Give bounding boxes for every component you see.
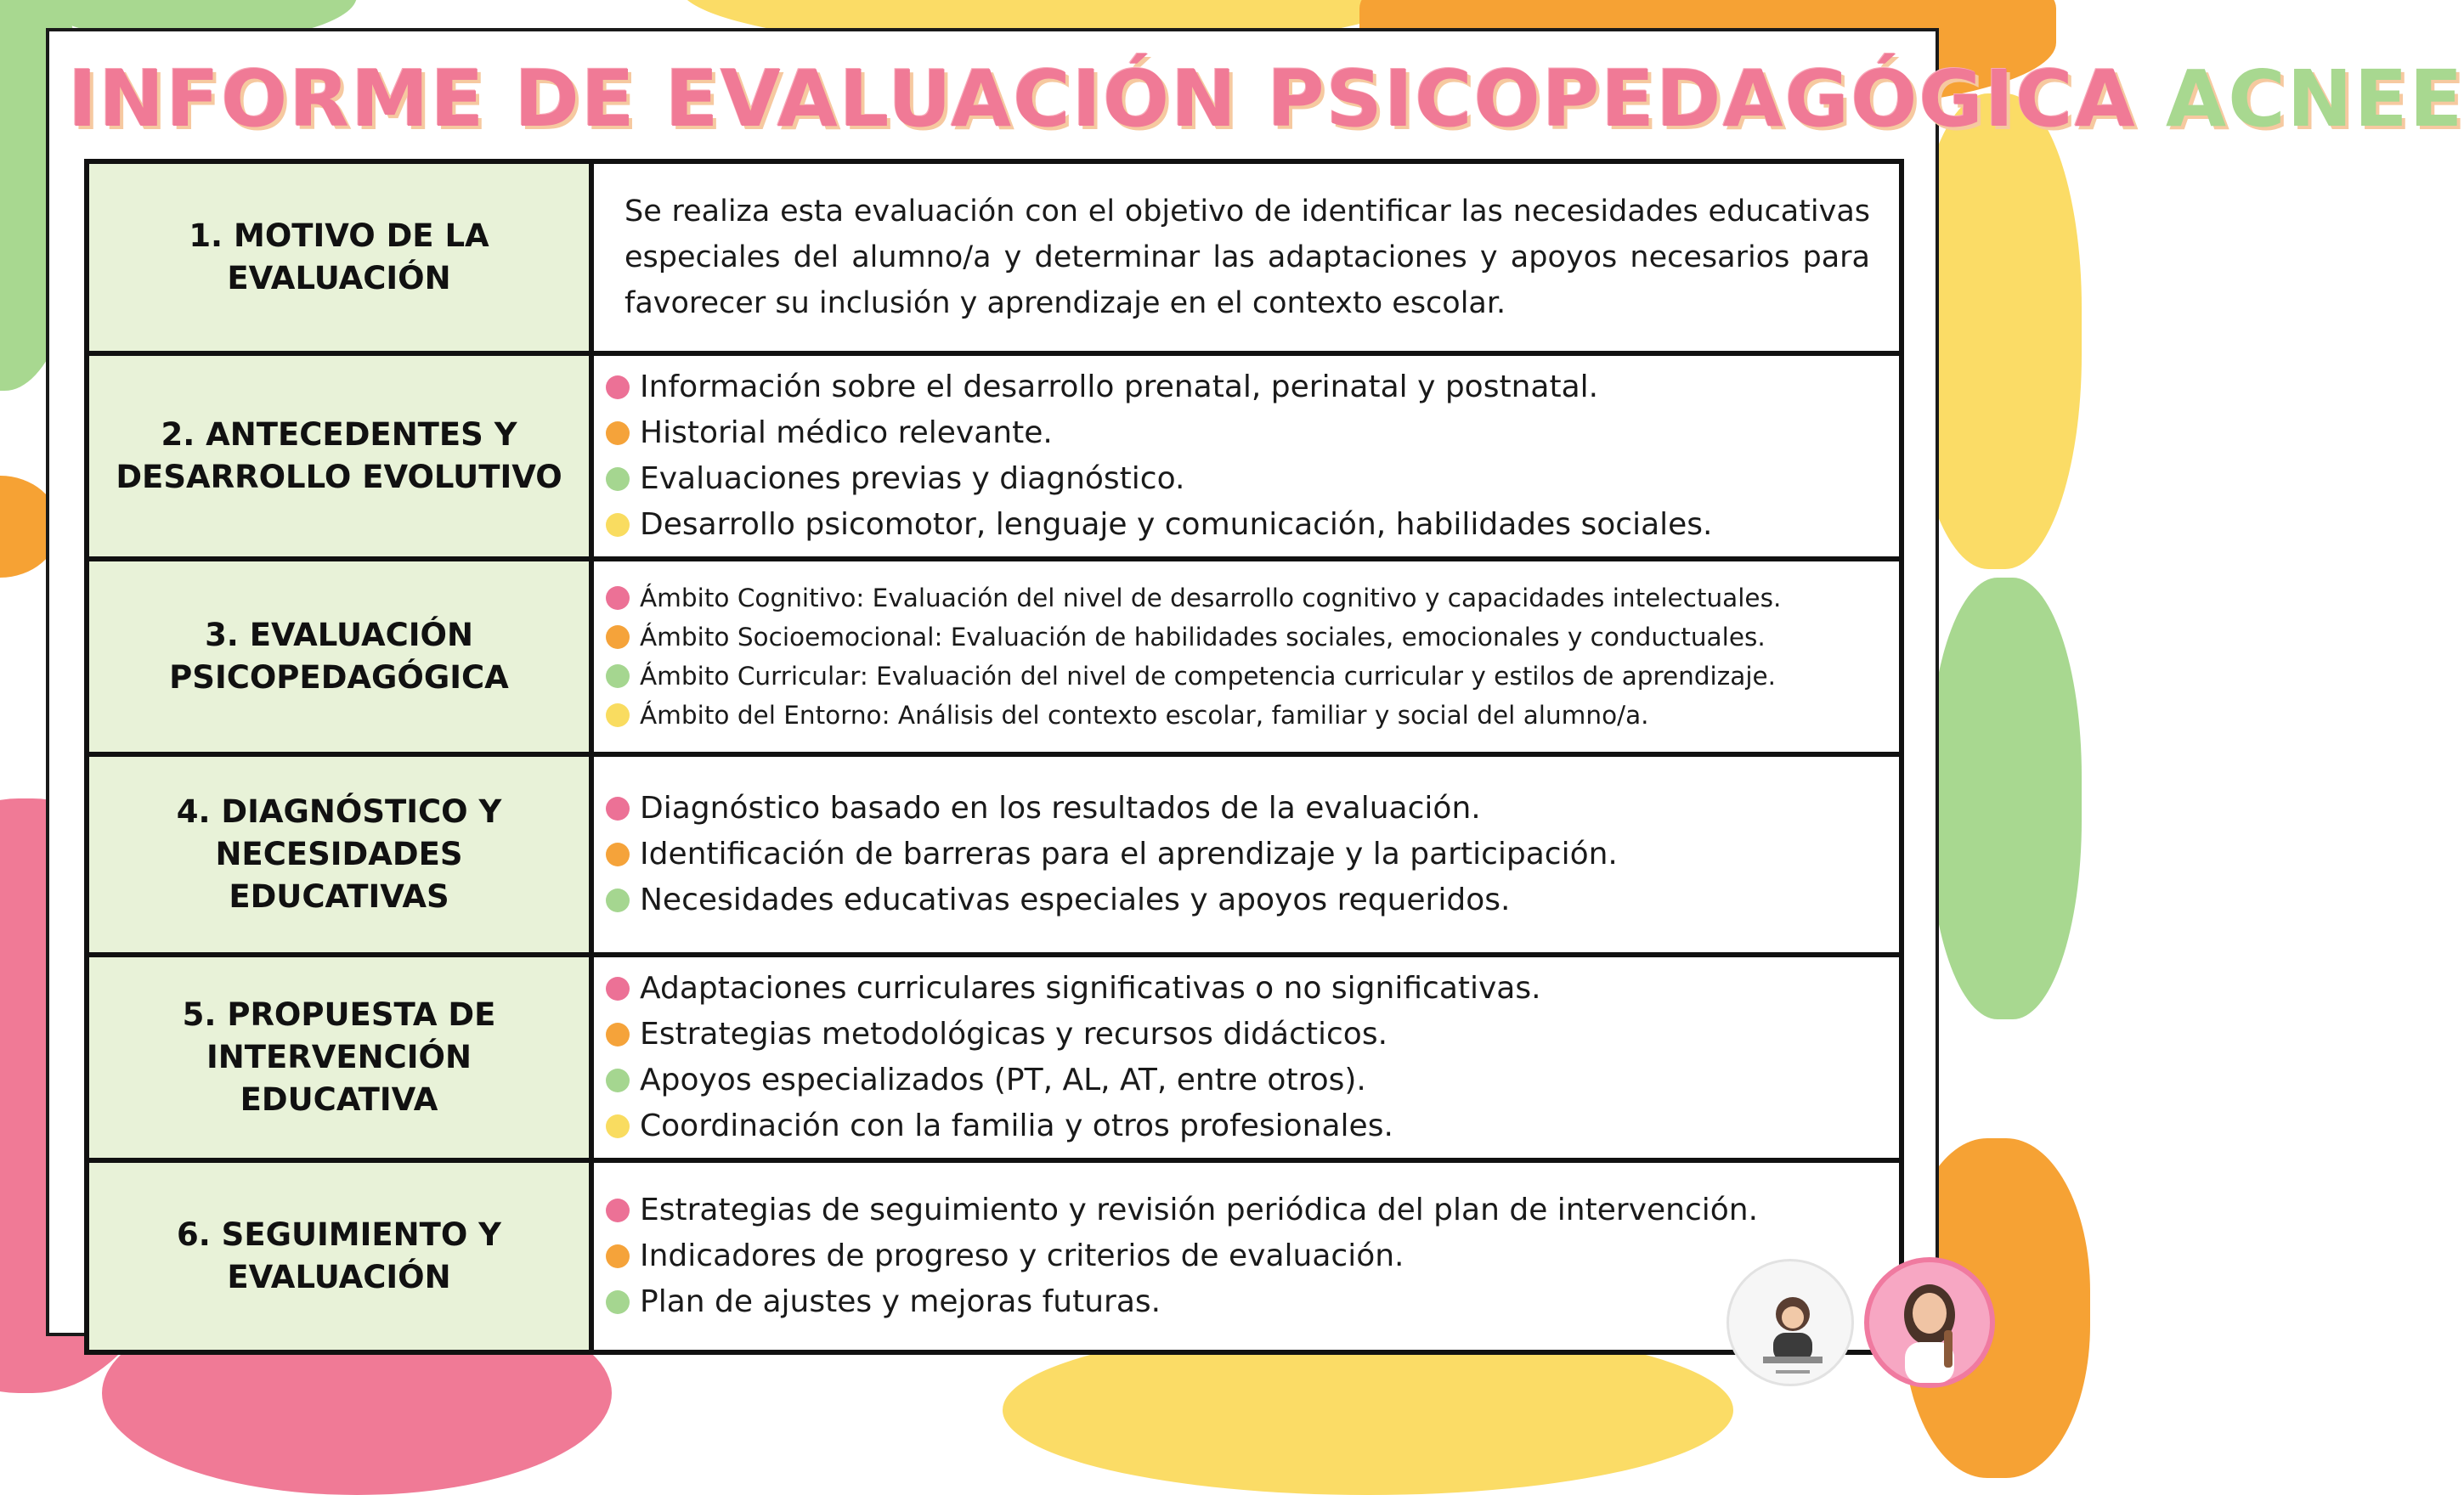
bullet-list — [606, 786, 1870, 923]
table-row-evaluacion — [87, 559, 1902, 754]
section-label: 6. SEGUIMIENTO Y EVALUACIÓN — [87, 1160, 591, 1352]
list-item: Diagnóstico basado en los resultados de la evaluación. — [606, 786, 1870, 832]
section-content — [591, 955, 1902, 1160]
list-item: Ámbito Socioemocional: Evaluación de habilidades sociales, emocionales y conductuales. — [606, 618, 1870, 657]
table-row-antecedentes — [87, 353, 1902, 559]
list-item: Estrategias de seguimiento y revisión periódica del plan de intervención. — [606, 1188, 1870, 1233]
list-item: Ámbito del Entorno: Análisis del contexto escolar, familiar y social del alumno/a. — [606, 696, 1870, 735]
pink-dot-icon — [606, 375, 630, 399]
orange-dot-icon — [606, 1244, 630, 1268]
creator-logo-photo — [1864, 1257, 1995, 1388]
list-item: Plan de ajustes y mejoras futuras. — [606, 1279, 1870, 1325]
section-paragraph: Se realiza esta evaluación con el objetivo de identificar las necesidades educativas especiales del alumno/a y determinar las adaptaciones y apoyos necesarios para favorecer su inclusión y aprendizaje en el contexto escolar. — [624, 195, 1870, 320]
table-row-diagnostico — [87, 754, 1902, 955]
title-main: INFORME DE EVALUACIÓN PSICOPEDAGÓGICA — [68, 54, 2137, 144]
yellow-dot-icon — [606, 1114, 630, 1138]
green-dot-icon — [606, 889, 630, 912]
bullet-list — [606, 1188, 1870, 1325]
profile-photo-icon — [1869, 1262, 1990, 1383]
list-item: Adaptaciones curriculares significativas o no significativas. — [606, 966, 1870, 1012]
list-item: Historial médico relevante. — [606, 410, 1870, 456]
list-item: Estrategias metodológicas y recursos didácticos. — [606, 1012, 1870, 1058]
section-label: 4. DIAGNÓSTICO Y NECESIDADES EDUCATIVAS — [87, 754, 591, 955]
table-row-motivo — [87, 161, 1902, 353]
section-content — [591, 754, 1902, 955]
section-content — [591, 559, 1902, 754]
orange-dot-icon — [606, 625, 630, 649]
bullet-list — [606, 966, 1870, 1149]
green-dot-icon — [606, 467, 630, 491]
list-item: Indicadores de progreso y criterios de evaluación. — [606, 1233, 1870, 1279]
section-label: 2. ANTECEDENTES Y DESARROLLO EVOLUTIVO — [87, 353, 591, 559]
report-table — [84, 159, 1904, 1355]
list-item: Identificación de barreras para el aprendizaje y la participación. — [606, 832, 1870, 877]
decor-blob-green-right — [1929, 578, 2082, 1019]
list-item: Evaluaciones previas y diagnóstico. — [606, 456, 1870, 502]
green-dot-icon — [606, 1069, 630, 1092]
list-item: Ámbito Curricular: Evaluación del nivel de competencia curricular y estilos de aprendizaje. — [606, 657, 1870, 696]
list-item: Información sobre el desarrollo prenatal, perinatal y postnatal. — [606, 364, 1870, 410]
section-label: 3. EVALUACIÓN PSICOPEDAGÓGICA — [87, 559, 591, 754]
orange-dot-icon — [606, 843, 630, 866]
green-dot-icon — [606, 1290, 630, 1314]
section-label: 1. MOTIVO DE LA EVALUACIÓN — [87, 161, 591, 353]
section-content — [591, 161, 1902, 353]
pink-dot-icon — [606, 586, 630, 610]
bullet-list — [606, 364, 1870, 548]
illustration-avatar-icon — [1729, 1261, 1856, 1389]
list-item: Ámbito Cognitivo: Evaluación del nivel de desarrollo cognitivo y capacidades intelectuales. — [606, 578, 1870, 618]
list-item: Coordinación con la familia y otros profesionales. — [606, 1103, 1870, 1149]
section-content — [591, 1160, 1902, 1352]
section-content — [591, 353, 1902, 559]
pink-dot-icon — [606, 977, 630, 1001]
title-accent: ACNEE — [2165, 54, 2464, 144]
yellow-dot-icon — [606, 513, 630, 537]
orange-dot-icon — [606, 421, 630, 445]
page-title — [68, 53, 2464, 146]
green-dot-icon — [606, 664, 630, 688]
pink-dot-icon — [606, 797, 630, 821]
yellow-dot-icon — [606, 703, 630, 727]
bullet-list — [606, 578, 1870, 735]
list-item: Desarrollo psicomotor, lenguaje y comunicación, habilidades sociales. — [606, 502, 1870, 548]
pink-dot-icon — [606, 1199, 630, 1222]
creator-logo-illustration — [1726, 1259, 1854, 1386]
section-label: 5. PROPUESTA DE INTERVENCIÓN EDUCATIVA — [87, 955, 591, 1160]
table-row-seguimiento — [87, 1160, 1902, 1352]
list-item: Necesidades educativas especiales y apoyos requeridos. — [606, 877, 1870, 923]
orange-dot-icon — [606, 1023, 630, 1046]
table-row-propuesta — [87, 955, 1902, 1160]
list-item: Apoyos especializados (PT, AL, AT, entre otros). — [606, 1058, 1870, 1103]
